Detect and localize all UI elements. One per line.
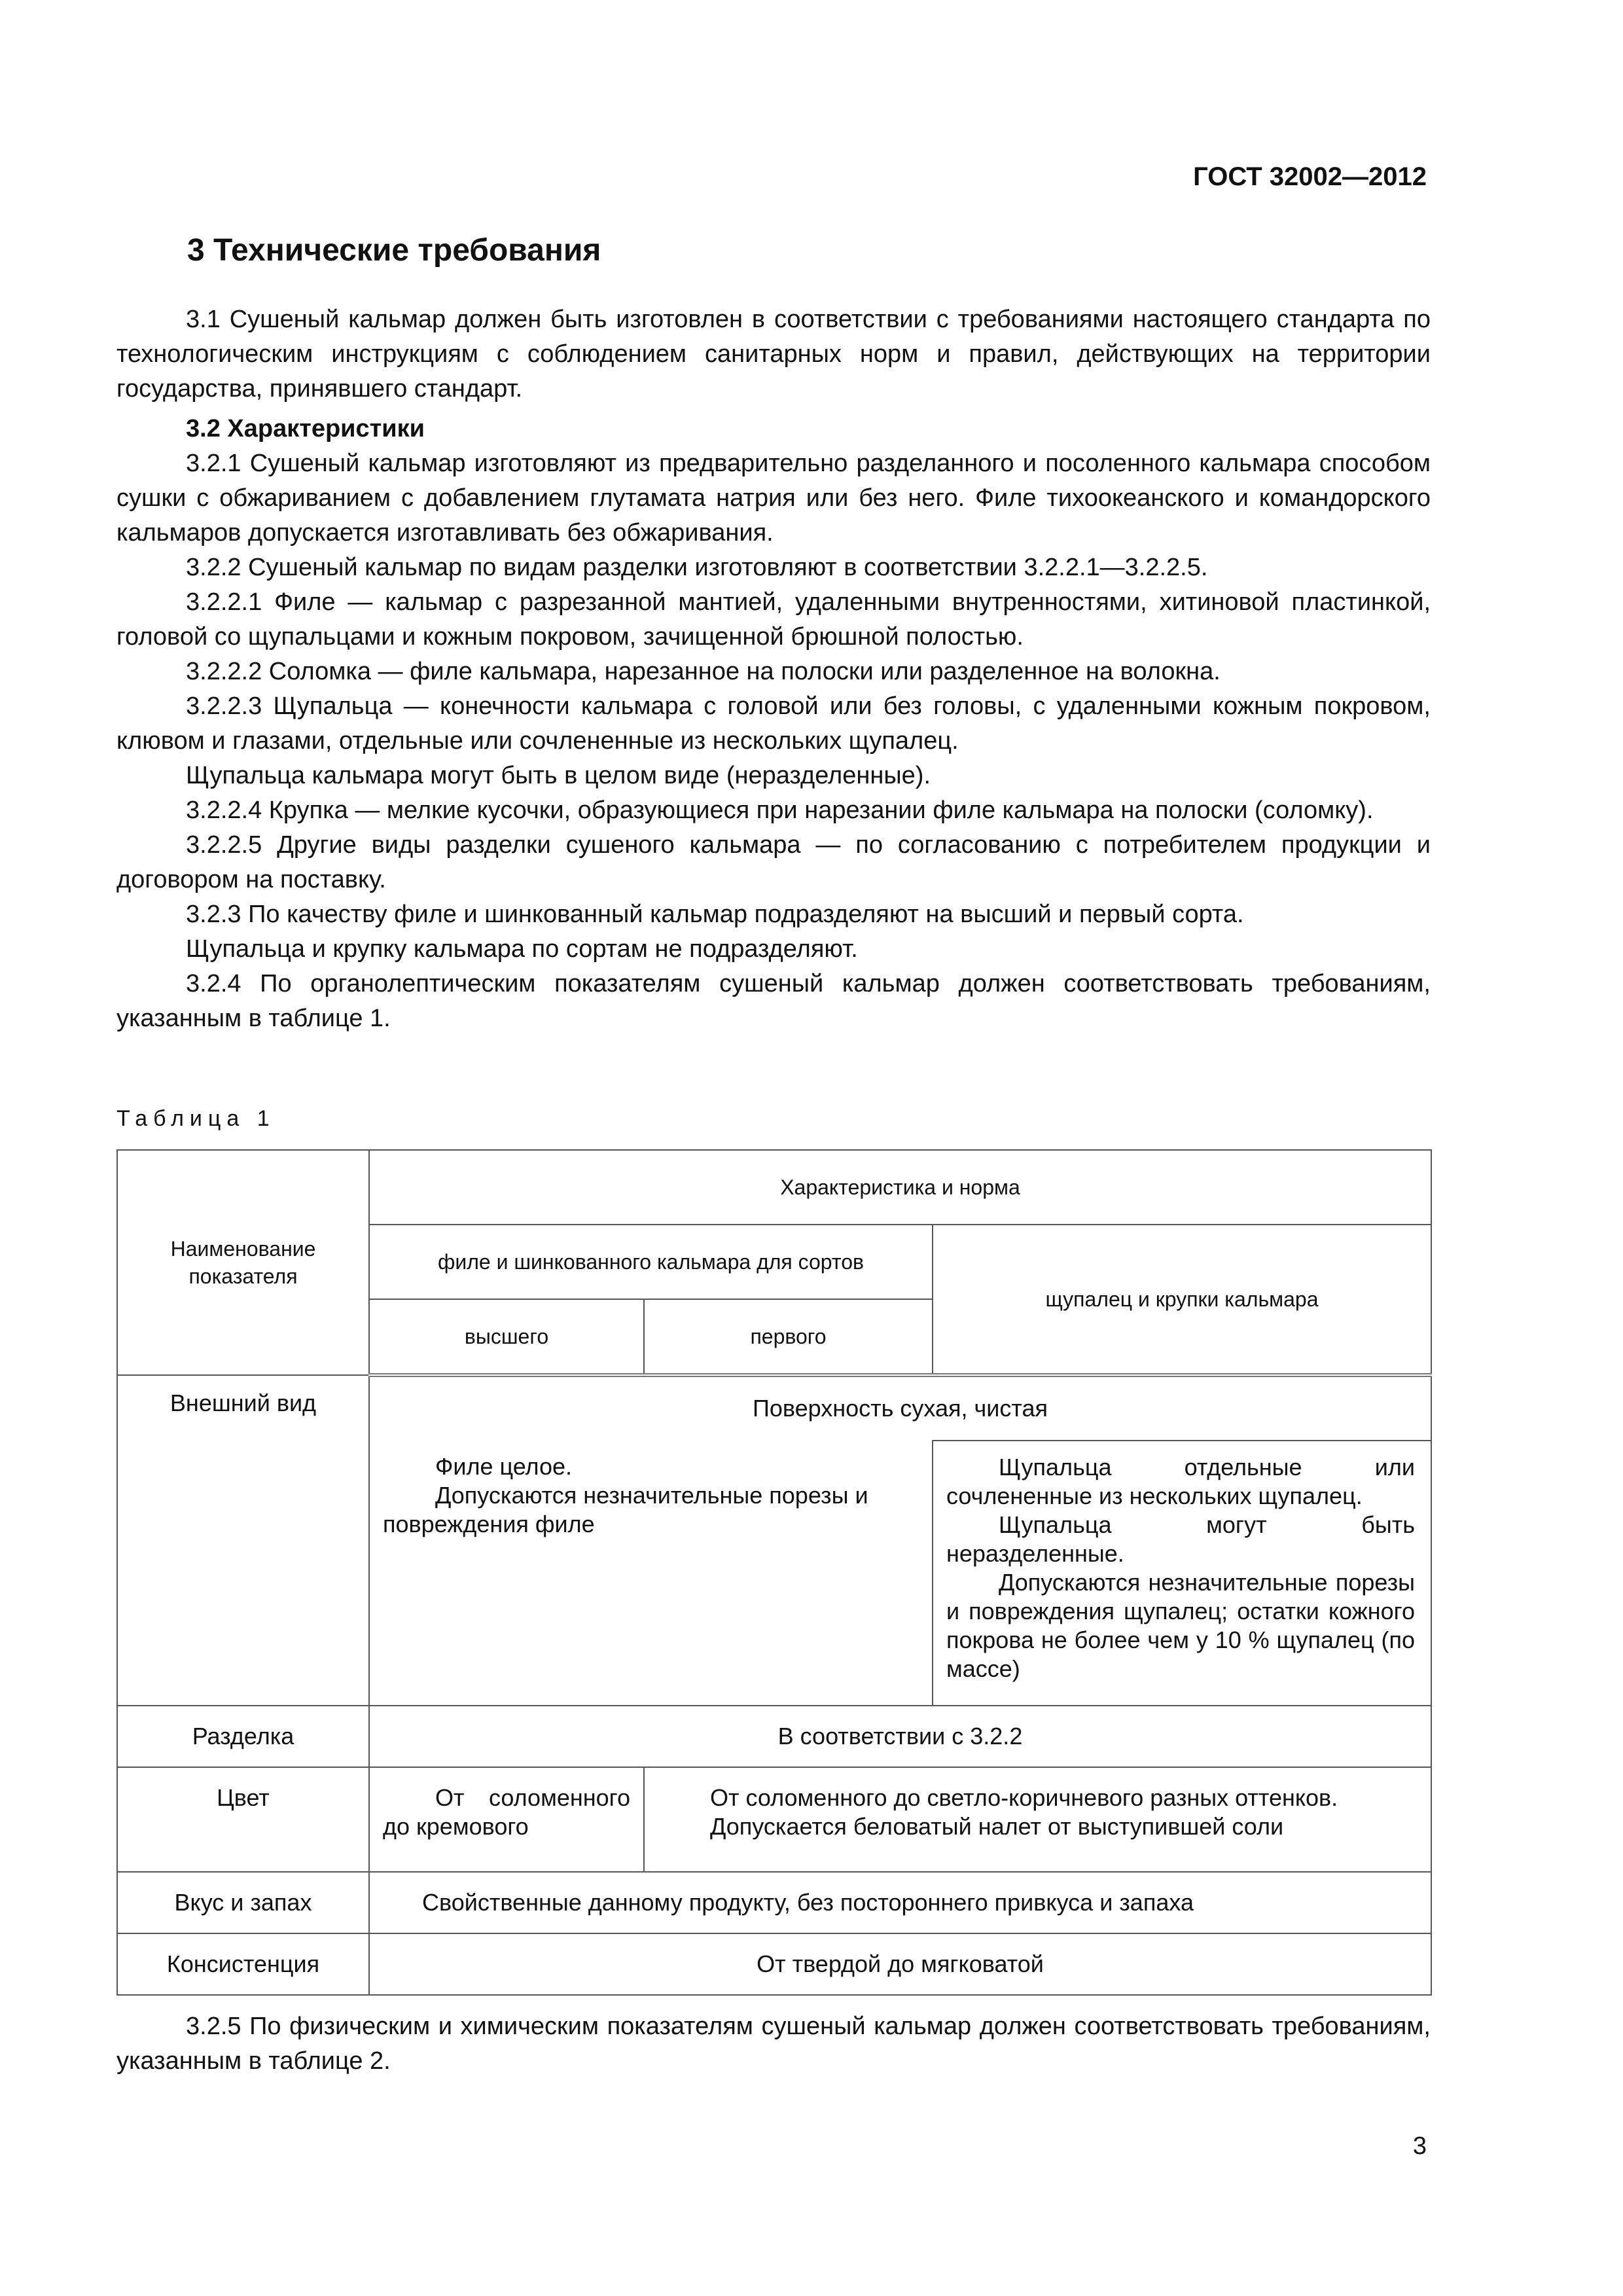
row-color-name: Цвет bbox=[117, 1767, 369, 1872]
table-1 bbox=[116, 1149, 1432, 1996]
header-indicator: Наименование показателя bbox=[117, 1150, 369, 1375]
row-appearance-name: Внешний вид bbox=[117, 1375, 369, 1706]
header-characteristic: Характеристика и норма bbox=[369, 1150, 1431, 1225]
row-cutting-name: Разделка bbox=[117, 1706, 369, 1767]
row-color-other bbox=[644, 1767, 1431, 1872]
header-tentacles: щупалец и крупки кальмара bbox=[933, 1225, 1431, 1375]
color-high-text: От соломенного до кремового bbox=[383, 1784, 630, 1840]
appearance-fillet-line-1: Филе целое. bbox=[435, 1453, 573, 1480]
paragraph-3-1: 3.1 Сушеный кальмар должен быть изготовлен в соответствии с требованиями настоящего стандарта по технологическим инструкциям с соблюдением санитарных норм и правил, действующих на территории государства, принявшего стандарт. bbox=[116, 306, 1431, 403]
body-text-top bbox=[116, 302, 1431, 1036]
row-taste-name: Вкус и запах bbox=[117, 1872, 369, 1933]
row-consistency-name: Консистенция bbox=[117, 1933, 369, 1995]
appearance-tentacles-line-1: Щупальца отдельные или сочлененные из нескольких щупалец. bbox=[946, 1454, 1415, 1509]
paragraph-3-2-4: 3.2.4 По органолептическим показателям сушеный кальмар должен соответствовать требованиям, указанным в таблице 1. bbox=[116, 970, 1431, 1032]
row-cutting-value: В соответствии с 3.2.2 bbox=[369, 1706, 1431, 1767]
row-color-high bbox=[369, 1767, 644, 1872]
paragraph-3-2-2: 3.2.2 Сушеный кальмар по видам разделки изготовляют в соответствии 3.2.2.1—3.2.2.5. bbox=[186, 554, 1208, 581]
appearance-tentacles-line-3: Допускаются незначительные порезы и повреждения щупалец; остатки кожного покрова не более чем у 10 % щупалец (по массе) bbox=[946, 1569, 1415, 1682]
paragraph-3-2-2-4: 3.2.2.4 Крупка — мелкие кусочки, образующиеся при нарезании филе кальмара на полоски (соломку). bbox=[186, 797, 1374, 824]
paragraph-3-2-2-1: 3.2.2.1 Филе — кальмар с разрезанной мантией, удаленными внутренностями, хитиновой пластинкой, головой со щупальцами и кожным покровом, зачищенной брюшной полостью. bbox=[116, 588, 1431, 651]
row-consistency-value: От твердой до мягковатой bbox=[369, 1933, 1431, 1995]
body-text-bottom bbox=[116, 2009, 1431, 2079]
section-title: 3 Технические требования bbox=[187, 233, 601, 268]
row-appearance-tentacles bbox=[933, 1441, 1431, 1706]
appearance-fillet-line-2: Допускаются незначительные порезы и повреждения филе bbox=[383, 1482, 868, 1537]
header-grade-first: первого bbox=[644, 1299, 933, 1375]
paragraph-grades-note: Щупальца и крупку кальмара по сортам не подразделяют. bbox=[186, 935, 858, 963]
paragraph-tentacles-whole: Щупальца кальмара могут быть в целом виде (неразделенные). bbox=[186, 762, 931, 789]
paragraph-3-2-1: 3.2.1 Сушеный кальмар изготовляют из предварительно разделанного и посоленного кальмара способом сушки с обжариванием с добавлением глутамата натрия или без него. Филе тихоокеанского и командорского кальмаров допускается изготавливать без обжаривания. bbox=[116, 450, 1431, 547]
header-grade-high: высшего bbox=[369, 1299, 644, 1375]
paragraph-3-2-2-2: 3.2.2.2 Соломка — филе кальмара, нарезанное на полоски или разделенное на волокна. bbox=[186, 658, 1221, 685]
table-caption: Таблица 1 bbox=[116, 1106, 276, 1131]
paragraph-3-2-3: 3.2.3 По качеству филе и шинкованный кальмар подразделяют на высший и первый сорта. bbox=[186, 901, 1244, 928]
paragraph-3-2-2-5: 3.2.2.5 Другие виды разделки сушеного кальмара — по согласованию с потребителем продукции и договором на поставку. bbox=[116, 831, 1431, 893]
document-code: ГОСТ 32002—2012 bbox=[1193, 162, 1427, 191]
row-appearance-common: Поверхность сухая, чистая bbox=[369, 1375, 1431, 1441]
row-taste-value: Свойственные данному продукту, без постороннего привкуса и запаха bbox=[369, 1872, 1431, 1933]
appearance-tentacles-line-2: Щупальца могут быть неразделенные. bbox=[946, 1511, 1415, 1567]
row-appearance-fillet bbox=[369, 1441, 933, 1706]
paragraph-3-2-2-3: 3.2.2.3 Щупальца — конечности кальмара с головой или без головы, с удаленными кожным покровом, клювом и глазами, отдельные или сочлененные из нескольких щупалец. bbox=[116, 692, 1431, 755]
paragraph-3-2-5: 3.2.5 По физическим и химическим показателям сушеный кальмар должен соответствовать требованиям, указанным в таблице 2. bbox=[116, 2013, 1431, 2075]
page-number: 3 bbox=[1412, 2132, 1427, 2160]
header-fillet-group: филе и шинкованного кальмара для сортов bbox=[369, 1225, 933, 1299]
color-other-line-2: Допускается беловатый налет от выступившей соли bbox=[710, 1813, 1284, 1840]
color-other-line-1: От соломенного до светло-коричневого разных оттенков. bbox=[710, 1784, 1338, 1811]
subsection-heading-3-2: 3.2 Характеристики bbox=[186, 415, 425, 442]
